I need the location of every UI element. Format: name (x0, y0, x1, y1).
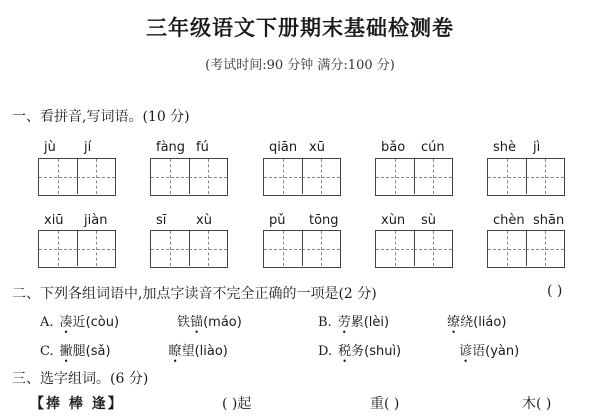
writing-cell[interactable] (414, 231, 452, 266)
writing-cell[interactable] (526, 231, 564, 266)
pinyin-syllable: fàng (156, 140, 186, 155)
pinyin-syllable: fú (196, 140, 209, 155)
pinyin-syllable: jí (84, 140, 92, 155)
pinyin-syllable: xù (196, 213, 212, 228)
dotted-char: 锚 (190, 315, 204, 330)
section1-heading: 一、看拼音,写词语。(10 分) (12, 109, 190, 125)
dotted-char: 税 (338, 344, 352, 359)
word-part: 望 (181, 344, 195, 359)
word-blank-2[interactable]: 重( ) (370, 396, 400, 412)
pinyin: (liáo) (473, 315, 507, 330)
writing-grid[interactable] (375, 230, 453, 268)
writing-grid[interactable] (263, 158, 341, 196)
exam-info: (考试时间:90 分钟 满分:100 分) (205, 58, 395, 73)
pinyin-syllable: jù (44, 140, 56, 155)
word-blank-3[interactable]: 木( ) (522, 396, 552, 412)
option-d (318, 340, 519, 359)
answer-blank[interactable]: ( ) (547, 283, 563, 299)
writing-cell[interactable] (264, 231, 303, 266)
pinyin-syllable: jiàn (84, 213, 108, 228)
writing-cell[interactable] (376, 231, 415, 266)
dotted-char: 瞭 (168, 344, 182, 359)
dotted-char: 劳 (337, 315, 351, 330)
writing-grid[interactable] (487, 158, 565, 196)
writing-cell[interactable] (488, 159, 527, 194)
option-label: A. (40, 315, 54, 330)
pinyin-syllable: tōng (309, 213, 339, 228)
word-part: 铁 (177, 315, 191, 330)
writing-cell[interactable] (264, 159, 303, 194)
dotted-char: 谚 (459, 344, 473, 359)
pinyin-syllable: xùn (381, 213, 406, 228)
pinyin-syllable: shè (493, 140, 517, 155)
pinyin-syllable: jì (533, 140, 541, 155)
word-blank-1[interactable]: ( )起 (222, 396, 252, 412)
pinyin-syllable: qiān (269, 140, 298, 155)
word-part: 近 (72, 315, 86, 330)
word-part: 累 (350, 315, 364, 330)
char-choices: 【捧 棒 逢】 (30, 396, 124, 412)
option-c (40, 340, 228, 359)
section3-heading: 三、选字组词。(6 分) (12, 371, 149, 387)
pinyin-syllable: pǔ (269, 213, 286, 228)
writing-cell[interactable] (39, 231, 78, 266)
pinyin-syllable: chèn (493, 213, 525, 228)
writing-cell[interactable] (189, 231, 227, 266)
writing-cell[interactable] (189, 159, 227, 194)
word-part: 务 (351, 344, 365, 359)
writing-cell[interactable] (526, 159, 564, 194)
writing-cell[interactable] (302, 231, 340, 266)
pinyin-syllable: sī (156, 213, 167, 228)
writing-grid[interactable] (38, 158, 116, 196)
writing-grid[interactable] (150, 230, 228, 268)
writing-cell[interactable] (77, 159, 115, 194)
pinyin-syllable: xiū (44, 213, 64, 228)
section2-heading: 二、下列各组词语中,加点字读音不完全正确的一项是(2 分) (12, 286, 377, 302)
writing-cell[interactable] (414, 159, 452, 194)
option-label: B. (318, 315, 332, 330)
writing-grid[interactable] (150, 158, 228, 196)
pinyin: (máo) (203, 315, 242, 330)
dotted-char: 凑 (59, 315, 73, 330)
pinyin: (còu) (85, 315, 120, 330)
pinyin: (sǎ) (85, 344, 111, 359)
pinyin: (liào) (194, 344, 228, 359)
pinyin-syllable: shān (533, 213, 565, 228)
option-label: D. (318, 344, 333, 359)
pinyin: (lèi) (363, 315, 390, 330)
writing-cell[interactable] (39, 159, 78, 194)
pinyin-syllable: sù (421, 213, 437, 228)
writing-grid[interactable] (263, 230, 341, 268)
writing-grid[interactable] (487, 230, 565, 268)
pinyin: (yàn) (485, 344, 520, 359)
writing-cell[interactable] (151, 231, 190, 266)
word-part: 语 (472, 344, 486, 359)
word-part: 腿 (72, 344, 86, 359)
pinyin-syllable: bǎo (381, 140, 406, 155)
pinyin-syllable: cún (421, 140, 445, 155)
pinyin: (shuì) (364, 344, 402, 359)
writing-grid[interactable] (38, 230, 116, 268)
writing-grid[interactable] (375, 158, 453, 196)
option-label: C. (40, 344, 54, 359)
word-part: 绕 (460, 315, 474, 330)
dotted-char: 撇 (59, 344, 73, 359)
writing-cell[interactable] (488, 231, 527, 266)
writing-cell[interactable] (302, 159, 340, 194)
dotted-char: 缭 (447, 315, 461, 330)
writing-cell[interactable] (376, 159, 415, 194)
option-b (318, 311, 506, 330)
writing-cell[interactable] (77, 231, 115, 266)
option-a (40, 311, 242, 330)
pinyin-syllable: xū (309, 140, 325, 155)
page-title: 三年级语文下册期末基础检测卷 (146, 15, 454, 40)
writing-cell[interactable] (151, 159, 190, 194)
